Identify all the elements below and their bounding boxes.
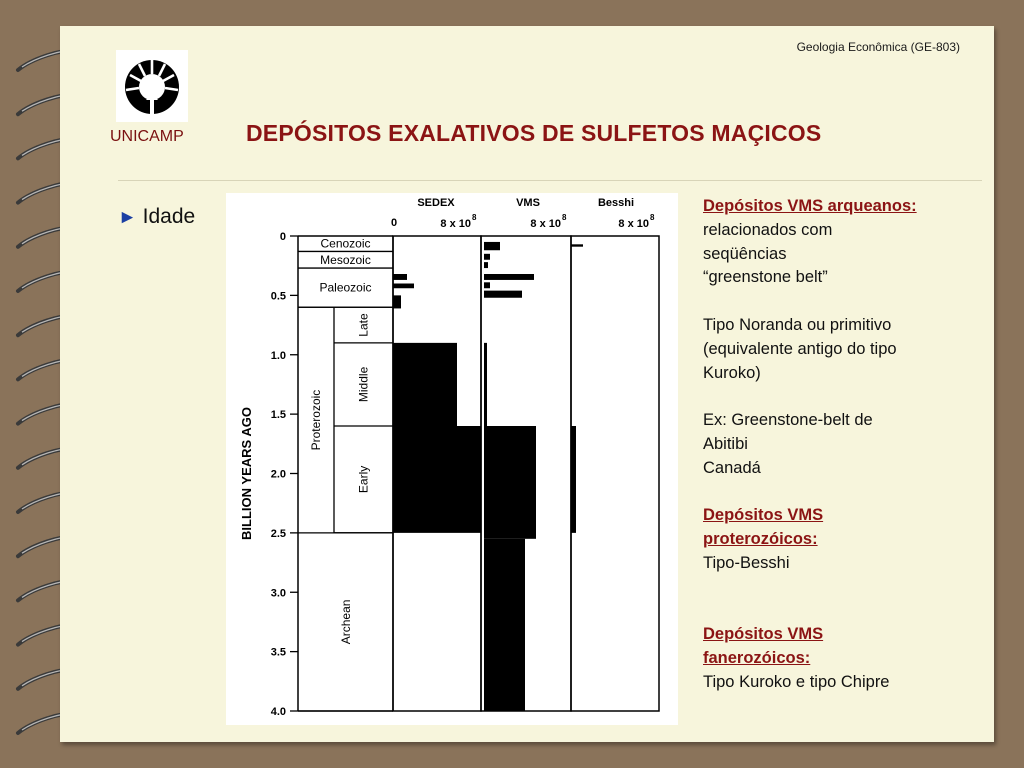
deposit-bar [484, 274, 534, 280]
note-heading: Depósitos VMS arqueanos: [703, 197, 917, 215]
note-line: “greenstone belt” [703, 268, 828, 287]
panel-scale-exponent: 8 [650, 213, 655, 222]
note-noranda [703, 314, 973, 385]
panel-scale-min: 0 [390, 217, 398, 229]
panel-title: Besshi [597, 197, 635, 209]
bullet-item [118, 205, 195, 229]
note-line: (equivalente antigo do tipo [703, 339, 897, 358]
deposit-bar [393, 274, 407, 280]
deposit-bar [393, 295, 401, 308]
note-archean [703, 195, 973, 290]
era-label: Proterozoic [309, 389, 323, 451]
slide-title: DEPÓSITOS EXALATIVOS DE SULFETOS MAÇICOS [246, 120, 822, 146]
y-tick-label: 0.5 [270, 290, 286, 303]
note-line: Tipo Kuroko e tipo Chipre [703, 672, 890, 691]
y-tick-label: 3.0 [270, 587, 286, 600]
note-heading: proterozóicos: [703, 530, 818, 549]
note-phanerozoic [703, 623, 973, 694]
y-tick-label: 4.0 [270, 706, 286, 718]
note-line: Abitibi [703, 434, 748, 453]
y-tick-label: 2.0 [270, 468, 286, 481]
panel-scale-exponent: 8 [562, 213, 567, 222]
deposit-bar [393, 343, 457, 426]
era-label: Cenozoic [320, 236, 371, 251]
note-heading: fanerozóicos: [703, 649, 811, 668]
note-line: Ex: Greenstone-belt de [703, 411, 873, 430]
note-proterozoic [703, 504, 973, 575]
panel-title: SEDEX [417, 197, 455, 209]
y-tick-label: 1.0 [270, 349, 286, 362]
deposit-bar [393, 426, 481, 533]
notes-panel [703, 195, 973, 695]
note-line: Tipo-Besshi [703, 553, 790, 572]
deposit-age-chart [226, 193, 678, 725]
bullet-label: Idade [142, 205, 196, 228]
y-tick-label: 0 [279, 231, 286, 243]
y-axis-label: BILLION YEARS AGO [239, 407, 254, 540]
panel-scale-max: 8 x 10 [530, 218, 561, 230]
deposit-bar [484, 539, 525, 711]
unicamp-logo-icon [116, 50, 188, 122]
y-tick-label: 3.5 [270, 646, 286, 659]
note-line: seqüências [703, 244, 787, 263]
deposit-bar [393, 284, 414, 289]
panel-title: VMS [516, 197, 540, 209]
subperiod-label: Middle [356, 366, 371, 403]
chart-svg [226, 193, 678, 725]
bullet-arrow-icon: ► [118, 207, 137, 228]
divider [118, 180, 982, 181]
deposit-bar [484, 254, 490, 260]
course-code: Geologia Econômica (GE-803) [796, 40, 960, 54]
note-example [703, 409, 973, 480]
panel-frame [571, 236, 659, 711]
unicamp-logo [116, 50, 188, 122]
deposit-bar [484, 291, 522, 298]
deposit-bar [571, 426, 576, 533]
note-heading: Depósitos VMS [703, 625, 824, 644]
deposit-bar [571, 244, 583, 246]
subperiod-label: Early [356, 465, 371, 494]
deposit-bar [484, 343, 487, 426]
era-label: Mesozoic [320, 252, 371, 267]
y-tick-label: 1.5 [270, 409, 286, 422]
era-label: Paleozoic [319, 280, 372, 295]
deposit-bar [484, 242, 500, 250]
deposit-bar [484, 282, 490, 288]
note-heading: Depósitos VMS [703, 506, 824, 525]
panel-scale-max: 8 x 10 [440, 218, 471, 230]
note-line: relacionados com [703, 220, 833, 239]
deposit-bar [484, 426, 536, 539]
note-line: Tipo Noranda ou primitivo [703, 315, 892, 334]
deposit-bar [484, 262, 488, 268]
note-line: Kuroko) [703, 363, 761, 382]
note-line: Canadá [703, 458, 761, 477]
era-label: Archean [339, 599, 353, 645]
panel-scale-max: 8 x 10 [618, 218, 649, 230]
y-tick-label: 2.5 [270, 527, 286, 540]
subperiod-label: Late [356, 313, 371, 337]
institution-name: UNICAMP [110, 128, 184, 145]
panel-scale-exponent: 8 [472, 213, 477, 222]
